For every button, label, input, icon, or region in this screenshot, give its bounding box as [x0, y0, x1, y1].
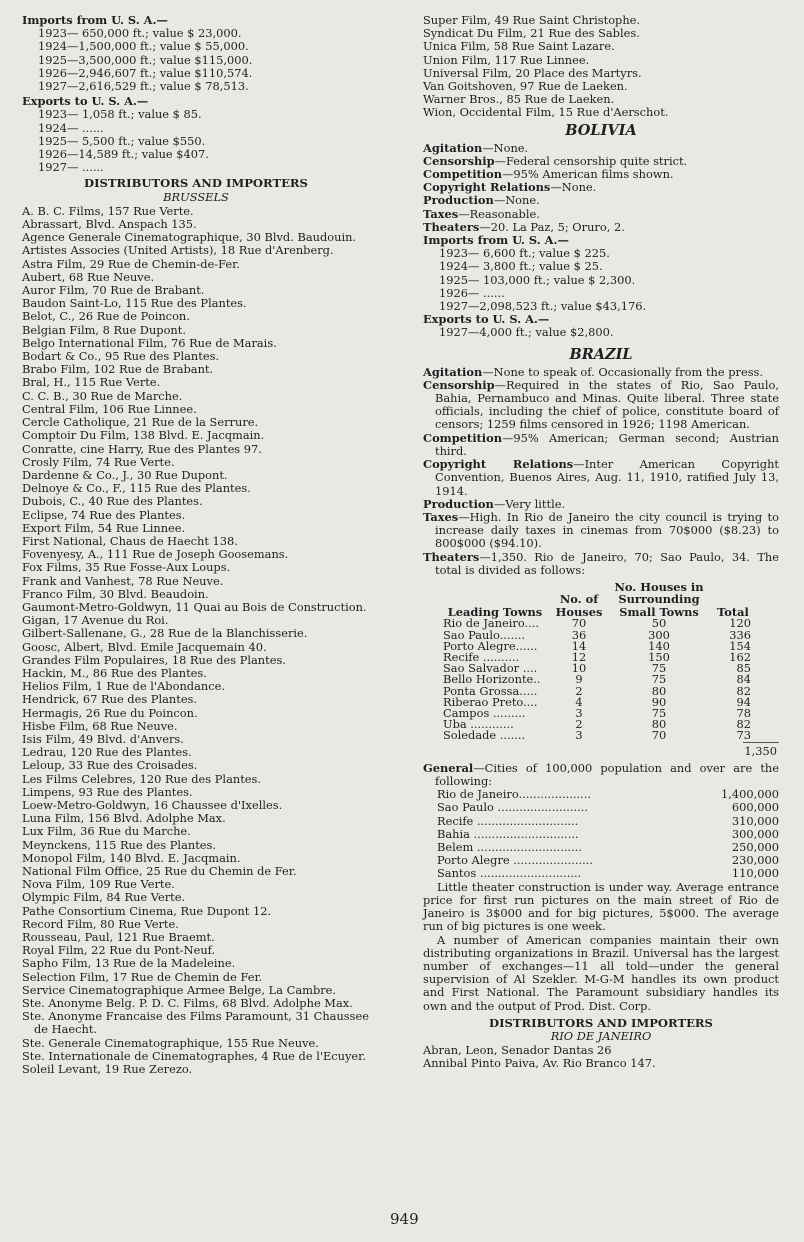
- distributor-entry: Dardenne & Co., J., 30 Rue Dupont.: [22, 467, 228, 482]
- distributor-entry: Ste. Generale Cinematographique, 155 Rue Neuve.: [22, 1035, 319, 1050]
- cell-surrounding: 90: [651, 694, 667, 709]
- theaters-table: [439, 581, 755, 742]
- city-population: 1,400,000: [721, 787, 779, 802]
- distributor-entry: Export Film, 54 Rue Linnee.: [22, 520, 186, 535]
- imports-label: Imports from U. S. A.—: [22, 14, 168, 27]
- topic-text: —1,350. Rio de Janeiro, 70; Sao Paulo, 34. The total is divided as follows:: [435, 549, 779, 577]
- distributor-entry: Hendrick, 67 Rue des Plantes.: [22, 692, 198, 707]
- right-column: [423, 14, 779, 1071]
- cell-total: 78: [736, 706, 751, 721]
- distributor-entry: Comptoir Du Film, 138 Blvd. E. Jacqmain.: [22, 428, 265, 443]
- distributor-entry: Auror Film, 70 Rue de Brabant.: [22, 283, 205, 298]
- brazil-heading: BRAZIL: [569, 345, 633, 363]
- distributor-entry: Hermagis, 26 Rue du Poincon.: [22, 705, 198, 720]
- cell-total: 84: [736, 672, 751, 687]
- cell-houses: 14: [571, 638, 587, 653]
- distributor-entry: Lux Film, 36 Rue du Marche.: [22, 824, 191, 839]
- city-population: 300,000: [731, 826, 779, 841]
- cell-surrounding: 80: [651, 683, 667, 698]
- topic-label: Censorship: [423, 153, 495, 168]
- topic-text: —Very little.: [493, 496, 566, 511]
- cell-town: Sao Paulo.......: [443, 627, 525, 642]
- cell-town: Riberao Preto....: [443, 694, 538, 709]
- export-row: 1925— 5,500 ft.; value $550.: [38, 134, 206, 148]
- distributor-entry: Luna Film, 156 Blvd. Adolphe Max.: [22, 811, 226, 826]
- distributor-entry: Les Films Celebres, 120 Rue des Plantes.: [22, 771, 261, 786]
- city-row: [423, 815, 779, 828]
- distributor-entry: Royal Film, 22 Rue du Pont-Neuf.: [22, 943, 216, 958]
- cell-houses: 12: [571, 650, 587, 665]
- topic-label: Taxes: [423, 509, 459, 524]
- distributor-entry: Delnoye & Co., F., 115 Rue des Plantes.: [22, 481, 251, 496]
- city-name: Recife ............................: [437, 813, 579, 828]
- city-name: Belem .............................: [437, 840, 582, 855]
- cities-list: [423, 788, 779, 880]
- bolivia-imports-list: [423, 247, 779, 313]
- topic-text: —Inter American Copyright Convention, Buenos Aires, Aug. 11, 1910, ratified July 13, 1914.: [435, 457, 779, 498]
- topic-label: Agitation: [423, 140, 483, 155]
- distributor-entry: Record Film, 80 Rue Verte.: [22, 916, 179, 931]
- cell-houses: 2: [575, 683, 583, 698]
- distributor-entry: Helios Film, 1 Rue de l'Abondance.: [22, 679, 225, 694]
- topic-label: Censorship: [423, 377, 495, 392]
- city-population: 110,000: [731, 866, 779, 881]
- distributor-entry: C. C. B., 30 Rue de Marche.: [22, 388, 183, 403]
- exports-label: Exports to U. S. A.—: [22, 95, 149, 109]
- export-row: 1923— 1,058 ft.; value $ 85.: [38, 108, 202, 122]
- distributor-entry: Ste. Internationale de Cinematographes, 4 Rue de l'Ecuyer.: [22, 1048, 366, 1063]
- distributor-entry: Abrassart, Blvd. Anspach 135.: [22, 217, 197, 232]
- distributor-entry: Dubois, C., 40 Rue des Plantes.: [22, 494, 203, 509]
- cell-total: 94: [736, 694, 751, 709]
- import-row: 1926— ......: [439, 286, 505, 300]
- cell-surrounding: 140: [648, 638, 670, 653]
- city-population: 230,000: [731, 853, 779, 868]
- topic-label: Copyright Relations: [423, 180, 551, 195]
- city-name: Bahia .............................: [437, 826, 579, 841]
- distributor-entry: Loew-Metro-Goldwyn, 16 Chaussee d'Ixelles.: [22, 797, 283, 812]
- topic-entry: [423, 221, 779, 234]
- cell-town: Soledade .......: [443, 728, 526, 743]
- cell-total: 73: [736, 728, 751, 743]
- cell-houses: 36: [571, 627, 587, 642]
- col-header-total: Total: [717, 604, 749, 619]
- distributor-entry: Gaumont-Metro-Goldwyn, 11 Quai au Bois de Construction.: [22, 599, 367, 614]
- cell-total: 82: [736, 717, 751, 732]
- distributor-entry: A. B. C. Films, 157 Rue Verte.: [22, 203, 194, 218]
- topic-text: —95% American films shown.: [501, 167, 674, 182]
- distributor-entry: Frank and Vanhest, 78 Rue Neuve.: [22, 573, 224, 588]
- cell-town: Recife ..........: [443, 650, 520, 665]
- import-row: 1927—2,098,523 ft.; value $43,176.: [439, 300, 647, 314]
- distributor-entry: Conratte, cine Harry, Rue des Plantes 97.: [22, 441, 262, 456]
- bolivia-exports-label: Exports to U. S. A.—: [423, 313, 550, 327]
- export-row: 1924— ......: [38, 121, 104, 135]
- cell-town: Ponta Grossa.....: [443, 683, 538, 698]
- topic-text: —None to speak of. Occasionally from the press.: [482, 364, 764, 379]
- distributor-entry: Goosc, Albert, Blvd. Emile Jacquemain 40.: [22, 639, 267, 654]
- topic-entry: [423, 379, 779, 432]
- distributor-entry: Astra Film, 29 Rue de Chemin-de-Fer.: [22, 256, 240, 271]
- import-row: 1925—3,500,000 ft.; value $115,000.: [38, 53, 253, 67]
- distributor-entry: Belgian Film, 8 Rue Dupont.: [22, 322, 186, 337]
- cell-houses: 3: [575, 728, 583, 743]
- cell-town: Sao Salvador ....: [443, 661, 538, 676]
- distributor-entry: Unica Film, 58 Rue Saint Lazare.: [423, 39, 615, 54]
- col-header-surrounding: No. Houses in Surrounding Small Towns: [614, 579, 704, 619]
- distributor-entry: Gigan, 17 Avenue du Roi.: [22, 613, 169, 628]
- topic-label: Theaters: [423, 549, 480, 564]
- topic-entry: [423, 432, 779, 458]
- distributor-entry: Limpens, 93 Rue des Plantes.: [22, 784, 193, 799]
- topic-text: —Federal censorship quite strict.: [494, 153, 688, 168]
- city-name: Porto Alegre ......................: [437, 853, 593, 868]
- distributor-entry: Sapho Film, 13 Rue de la Madeleine.: [22, 956, 236, 971]
- topic-label: Taxes: [423, 206, 459, 221]
- city-population: 250,000: [731, 840, 779, 855]
- distributor-entry: First National, Chaus de Haecht 138.: [22, 533, 238, 548]
- cell-town: Uba ............: [443, 717, 514, 732]
- distributor-entry: Wion, Occidental Film, 15 Rue d'Aerschot.: [423, 105, 669, 120]
- distributor-entry: Van Goitshoven, 97 Rue de Laeken.: [423, 79, 628, 94]
- col-header-houses: No. of Houses: [555, 592, 603, 619]
- cell-surrounding: 75: [651, 706, 667, 721]
- distributor-entry: Super Film, 49 Rue Saint Christophe.: [423, 13, 641, 27]
- bolivia-exports-list: [423, 326, 779, 339]
- page-number: 949: [390, 1210, 419, 1228]
- distributor-entry: Rousseau, Paul, 121 Rue Braemt.: [22, 930, 215, 945]
- distributor-entry: Monopol Film, 140 Blvd. E. Jacqmain.: [22, 850, 241, 865]
- cell-surrounding: 300: [648, 627, 670, 642]
- distributor-entry: Pathe Consortium Cinema, Rue Dupont 12.: [22, 903, 272, 918]
- cell-surrounding: 75: [651, 672, 667, 687]
- distributor-entry: Bodart & Co., 95 Rue des Plantes.: [22, 349, 220, 364]
- cell-town: Bello Horizonte..: [443, 672, 541, 687]
- distributor-entry: Crosly Film, 74 Rue Verte.: [22, 454, 175, 469]
- topic-text: —None.: [550, 180, 597, 195]
- distributor-entry: Hackin, M., 86 Rue des Plantes.: [22, 665, 207, 680]
- topic-label: Production: [423, 193, 494, 208]
- distributor-entry: Fovenyesy, A., 111 Rue de Joseph Goosemans.: [22, 547, 289, 562]
- distributor-entry: Fox Films, 35 Rue Fosse-Aux Loups.: [22, 560, 231, 575]
- imports-list: [22, 27, 370, 93]
- general-text: —Cities of 100,000 population and over are the following:: [435, 760, 779, 789]
- col-header-towns: Leading Towns: [447, 604, 543, 619]
- topic-label: Production: [423, 496, 494, 511]
- topic-label: Competition: [423, 167, 502, 182]
- export-row: 1927—4,000 ft.; value $2,800.: [439, 326, 614, 340]
- import-row: 1923— 650,000 ft.; value $ 23,000.: [38, 27, 242, 41]
- cell-houses: 70: [571, 616, 587, 631]
- distributor-entry: Ledrau, 120 Rue des Plantes.: [22, 745, 192, 760]
- distributor-entry: Aubert, 68 Rue Neuve.: [22, 269, 155, 284]
- topic-text: —Required in the states of Rio, Sao Paulo, Bahia, Pernambuco and Minas. Quite liberal. Three state officials, including the chief of police, constitute board of censors; 1259 films censored in 1926; 1198 American.: [435, 377, 779, 432]
- distributor-entry: Franco Film, 30 Blvd. Beaudoin.: [22, 586, 209, 601]
- cell-surrounding: 75: [651, 661, 667, 676]
- distributor-entry: Isis Film, 49 Blvd. d'Anvers.: [22, 731, 184, 746]
- city-name: Rio de Janeiro....................: [437, 787, 591, 802]
- import-row: 1926—2,946,607 ft.; value $110,574.: [38, 66, 253, 80]
- topic-entry: [423, 551, 779, 577]
- cell-total: 162: [729, 650, 751, 665]
- topic-text: —Reasonable.: [458, 206, 540, 221]
- continued-distributors-list: [423, 14, 779, 120]
- city-name: Sao Paulo .........................: [437, 800, 588, 815]
- distributor-entry: Soleil Levant, 19 Rue Zerezo.: [22, 1062, 193, 1077]
- bolivia-imports-label: Imports from U. S. A.—: [423, 234, 569, 248]
- distributor-entry: Ste. Anonyme Belg. P. D. C. Films, 68 Blvd. Adolphe Max.: [22, 996, 353, 1011]
- distributor-entry: Hisbe Film, 68 Rue Neuve.: [22, 718, 178, 733]
- distributor-entry: Grandes Film Populaires, 18 Rue des Plantes.: [22, 652, 286, 667]
- cell-houses: 9: [575, 672, 583, 687]
- distributor-entry: Syndicat Du Film, 21 Rue des Sables.: [423, 26, 640, 41]
- export-row: 1927— ......: [38, 161, 104, 175]
- cell-town: Rio de Janeiro....: [443, 616, 540, 631]
- cell-surrounding: 150: [648, 650, 670, 665]
- import-row: 1927—2,616,529 ft.; value $ 78,513.: [38, 80, 249, 94]
- rio-distributors-heading: DISTRIBUTORS AND IMPORTERS: [489, 1015, 713, 1030]
- table-total: 1,350: [744, 743, 777, 758]
- topic-text: —20. La Paz, 5; Oruro, 2.: [479, 219, 625, 234]
- bolivia-heading: BOLIVIA: [565, 121, 637, 139]
- distributor-entry: Service Cinematographique Armee Belge, La Cambre.: [22, 982, 337, 997]
- cell-houses: 4: [575, 694, 583, 709]
- distributors-heading: DISTRIBUTORS AND IMPORTERS: [84, 176, 308, 191]
- left-column: [22, 14, 370, 1076]
- cell-surrounding: 80: [651, 717, 667, 732]
- import-row: 1923— 6,600 ft.; value $ 225.: [439, 247, 610, 261]
- distributor-entry: Eclipse, 74 Rue des Plantes.: [22, 507, 186, 522]
- distributor-entry: Baudon Saint-Lo, 115 Rue des Plantes.: [22, 296, 247, 311]
- cell-houses: 10: [571, 661, 587, 676]
- paragraph-construction: Little theater construction is under way. Average entrance price for first run pictures on the main street of Rio de Janeiro is 3$000 and for big pictures, 5$000. The average run of big pictures is one week.: [423, 879, 779, 934]
- distributor-entry: Brabo Film, 102 Rue de Brabant.: [22, 362, 214, 377]
- cell-total: 154: [729, 638, 751, 653]
- general-label: General: [423, 760, 474, 775]
- cell-total: 82: [736, 683, 751, 698]
- distributor-entry: Universal Film, 20 Place des Martyrs.: [423, 65, 642, 80]
- topic-label: Competition: [423, 430, 502, 445]
- topic-label: Theaters: [423, 219, 480, 234]
- brazil-items: [423, 366, 779, 577]
- topic-text: —None.: [493, 193, 540, 208]
- distributor-entry: Belot, C., 26 Rue de Poincon.: [22, 309, 190, 324]
- distributor-entry: Bral, H., 115 Rue Verte.: [22, 375, 161, 390]
- cell-total: 85: [736, 661, 751, 676]
- bolivia-items: [423, 142, 779, 234]
- import-row: 1924—1,500,000 ft.; value $ 55,000.: [38, 40, 249, 54]
- general-entry: [423, 762, 779, 788]
- cell-surrounding: 70: [651, 728, 667, 743]
- distributor-entry: National Film Office, 25 Rue du Chemin de Fer.: [22, 864, 297, 878]
- distributor-entry: Olympic Film, 84 Rue Verte.: [22, 890, 186, 905]
- distributor-entry: Union Film, 117 Rue Linnee.: [423, 52, 590, 67]
- exports-list: [22, 108, 370, 174]
- distributor-entry: Agence Generale Cinematographique, 30 Blvd. Baudouin.: [22, 230, 357, 245]
- cell-surrounding: 50: [651, 616, 667, 631]
- distributor-entry: Nova Film, 109 Rue Verte.: [22, 877, 175, 892]
- distributor-entry: Warner Bros., 85 Rue de Laeken.: [423, 92, 615, 107]
- import-row: 1924— 3,800 ft.; value $ 25.: [439, 260, 603, 274]
- topic-text: —High. In Rio de Janeiro the city council is trying to increase daily taxes in cinemas from 70$000 ($8.23) to 800$000 ($94.10).: [435, 509, 779, 551]
- distributor-entry: Annibal Pinto Paiva, Av. Rio Branco 147.: [423, 1056, 656, 1071]
- topic-label: Agitation: [423, 364, 483, 379]
- distributor-entry: Ste. Anonyme Francaise des Films Paramount, 31 Chaussee de Haecht.: [22, 1009, 369, 1037]
- city-population: 600,000: [731, 800, 779, 815]
- paragraph-companies: A number of American companies maintain their own distributing organizations in Brazil. Universal has the largest number of exchanges—11 all told—under the general supervision of Al Szekler. M-G-M handles its own product and First National. The Paramount subsidiary handles its own and the output of Prod. Dist. Corp.: [423, 932, 779, 1013]
- city-population: 310,000: [731, 813, 779, 828]
- city-name: Santos ............................: [437, 866, 582, 881]
- rio-city-heading: RIO DE JANEIRO: [550, 1028, 652, 1043]
- topic-entry: [423, 511, 779, 551]
- distributor-entry: Selection Film, 17 Rue de Chemin de Fer.: [22, 969, 263, 984]
- export-row: 1926—14,589 ft.; value $407.: [38, 148, 209, 162]
- distributor-entry: Artistes Associes (United Artists), 18 Rue d'Arenberg.: [22, 243, 334, 258]
- city-row: [423, 867, 779, 880]
- topic-text: —None.: [482, 140, 529, 155]
- table-row: [439, 730, 755, 741]
- topic-entry: [423, 458, 779, 498]
- import-row: 1925— 103,000 ft.; value $ 2,300.: [439, 273, 636, 287]
- cell-town: Campos .........: [443, 706, 526, 721]
- distributors-list: [22, 205, 370, 1076]
- distributor-entry: Abran, Leon, Senador Dantas 26: [423, 1043, 612, 1058]
- cell-town: Porto Alegre......: [443, 638, 538, 653]
- city-row: [423, 801, 779, 814]
- distributor-entry: Meynckens, 115 Rue des Plantes.: [22, 837, 216, 852]
- topic-text: —95% American; German second; Austrian third.: [435, 430, 779, 458]
- cell-houses: 3: [575, 706, 583, 721]
- cell-total: 336: [729, 627, 751, 642]
- distributor-entry: Cercle Catholique, 21 Rue de la Serrure.: [22, 415, 259, 430]
- distributor-entry: Central Film, 106 Rue Linnee.: [22, 401, 197, 416]
- topic-label: Copyright Relations: [423, 457, 574, 472]
- rio-distributors-list: [423, 1044, 779, 1070]
- distributor-entry: Gilbert-Sallenane, G., 28 Rue de la Blanchisserie.: [22, 626, 308, 641]
- city-heading: BRUSSELS: [163, 189, 229, 204]
- cell-total: 120: [729, 616, 751, 631]
- distributor-entry: Leloup, 33 Rue des Croisades.: [22, 758, 198, 773]
- cell-houses: 2: [575, 717, 583, 732]
- distributor-entry: Belgo International Film, 76 Rue de Marais.: [22, 335, 277, 350]
